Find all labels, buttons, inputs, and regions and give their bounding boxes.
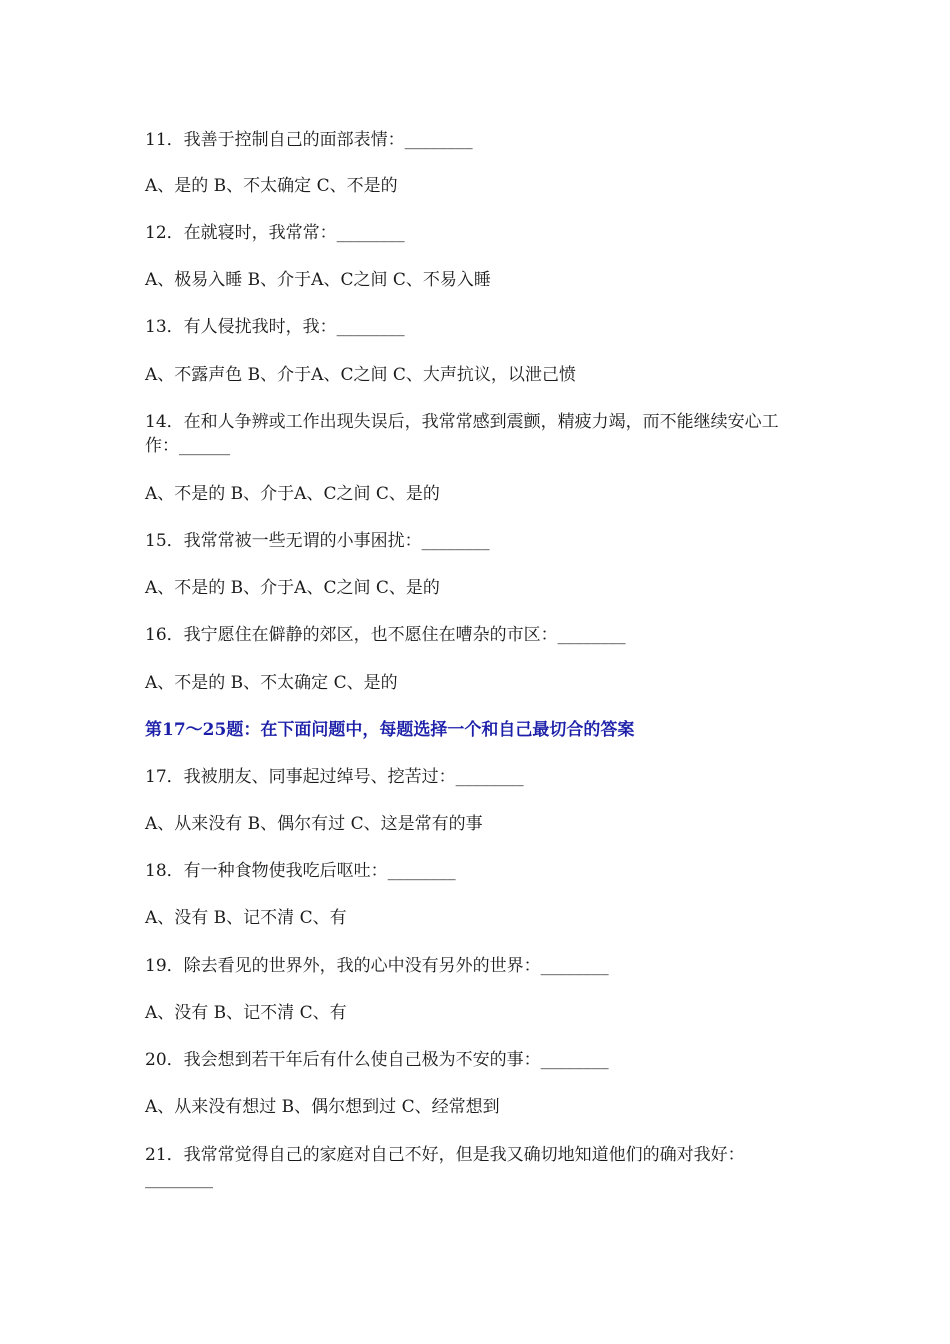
question-20: 20．我会想到若干年后有什么使自己极为不安的事：________	[145, 1050, 609, 1070]
question-11: 11．我善于控制自己的面部表情：________	[145, 130, 473, 150]
section-heading: 第17～25题：在下面问题中，每题选择一个和自己最切合的答案	[145, 720, 635, 740]
options-11: A、是的 B、不太确定 C、不是的	[145, 176, 398, 196]
options-13: A、不露声色 B、介于A、C之间 C、大声抗议，以泄己愤	[145, 365, 576, 385]
options-15: A、不是的 B、介于A、C之间 C、是的	[145, 578, 440, 598]
options-18: A、没有 B、记不清 C、有	[145, 908, 347, 928]
options-20: A、从来没有想过 B、偶尔想到过 C、经常想到	[145, 1097, 500, 1117]
question-17: 17．我被朋友、同事起过绰号、挖苦过：________	[145, 767, 524, 787]
options-16: A、不是的 B、不太确定 C、是的	[145, 673, 398, 693]
options-17: A、从来没有 B、偶尔有过 C、这是常有的事	[145, 814, 483, 834]
question-16: 16．我宁愿住在僻静的郊区，也不愿住在嘈杂的市区：________	[145, 625, 626, 645]
options-19: A、没有 B、记不清 C、有	[145, 1003, 347, 1023]
question-19: 19．除去看见的世界外，我的心中没有另外的世界：________	[145, 956, 609, 976]
question-13: 13．有人侵扰我时，我：________	[145, 317, 405, 337]
options-14: A、不是的 B、介于A、C之间 C、是的	[145, 484, 440, 504]
question-14: 14．在和人争辨或工作出现失误后，我常常感到震颤，精疲力竭，而不能继续安心工作：______	[145, 412, 779, 456]
question-18: 18．有一种食物使我吃后呕吐：________	[145, 861, 456, 881]
question-12: 12．在就寝时，我常常：________	[145, 223, 405, 243]
question-15: 15．我常常被一些无谓的小事困扰：________	[145, 531, 490, 551]
question-21: 21．我常常觉得自己的家庭对自己不好，但是我又确切地知道他们的确对我好：________	[145, 1145, 745, 1189]
options-12: A、极易入睡 B、介于A、C之间 C、不易入睡	[145, 270, 491, 290]
